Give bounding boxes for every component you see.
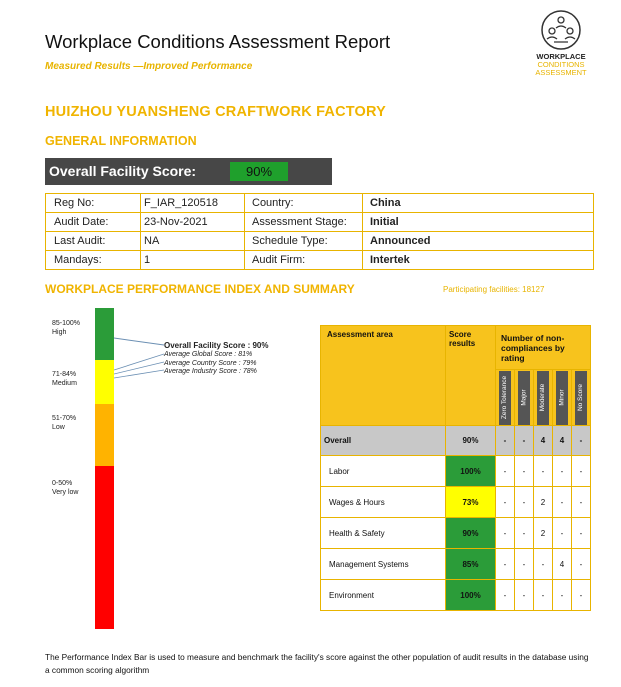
table-row: [321, 580, 591, 611]
nc-count: -: [534, 549, 553, 580]
rating-label: Minor: [558, 389, 566, 406]
nc-count: 2: [534, 487, 553, 518]
info-label: Reg No:: [46, 194, 141, 213]
report-title: Workplace Conditions Assessment Report: [45, 31, 391, 52]
nc-count: -: [572, 580, 591, 611]
nc-count: -: [515, 487, 534, 518]
info-label: Audit Date:: [46, 213, 141, 232]
factory-name: HUIZHOU YUANSHENG CRAFTWORK FACTORY: [45, 104, 387, 120]
band-label-very-low: [52, 479, 78, 497]
rating-label: Zero Tolerance: [501, 375, 509, 420]
score-pointer-lines: [114, 330, 166, 380]
info-value: China: [363, 194, 594, 213]
info-value-text: 23-Nov-2021: [144, 216, 208, 228]
band-name: High: [52, 329, 67, 336]
overall-row: [321, 426, 591, 456]
info-label: Audit Firm:: [245, 251, 363, 270]
info-value: Intertek: [363, 251, 594, 270]
band-range: 71-84%: [52, 371, 77, 378]
band-high-segment: [95, 308, 114, 360]
logo-text-3: ASSESSMENT: [535, 68, 587, 77]
nc-count: 2: [534, 518, 553, 549]
band-label-medium: [52, 370, 77, 388]
info-value: [141, 194, 245, 213]
nc-count: -: [496, 580, 515, 611]
nc-count: 4: [553, 549, 572, 580]
nc-count: 4: [553, 426, 572, 456]
wca-logo: [526, 9, 596, 77]
info-row: [46, 251, 594, 270]
band-label-high: [52, 319, 80, 337]
table-row: [321, 518, 591, 549]
nc-count: -: [553, 518, 572, 549]
results-header-row: [321, 326, 591, 370]
nc-count: -: [496, 426, 515, 456]
area-name: Management Systems: [321, 549, 446, 580]
info-value: [141, 251, 245, 270]
people-circle-icon: [540, 9, 582, 51]
band-range: 0-50%: [52, 480, 73, 487]
info-row: [46, 213, 594, 232]
report-subtitle: Measured Results —Improved Performance: [45, 61, 253, 72]
info-label: Mandays:: [46, 251, 141, 270]
area-score: 100%: [446, 456, 496, 487]
band-range: 85-100%: [52, 320, 81, 327]
area-score: 85%: [446, 549, 496, 580]
nc-count: -: [515, 549, 534, 580]
band-name: Very low: [52, 489, 79, 496]
nc-count: -: [496, 549, 515, 580]
performance-index-bar: [95, 308, 114, 629]
rating-label: Major: [520, 389, 528, 406]
nc-count: -: [572, 518, 591, 549]
info-label: Assessment Stage:: [245, 213, 363, 232]
nc-count: -: [572, 549, 591, 580]
area-score: 90%: [446, 518, 496, 549]
footer-note: The Performance Index Bar is used to measure and benchmark the facility's score against the other population of audit results in the database using a common scoring algorithm: [45, 652, 589, 675]
nc-count: -: [496, 487, 515, 518]
global-score-annotation: Average Global Score : 81%: [164, 351, 253, 358]
nc-count: -: [534, 580, 553, 611]
info-row: [46, 194, 594, 213]
wpi-heading: WORKPLACE PERFORMANCE INDEX AND SUMMARY: [45, 282, 355, 296]
rating-label: No Score: [577, 383, 585, 412]
area-score: 90%: [446, 426, 496, 456]
industry-score-annotation: Average Industry Score : 78%: [164, 368, 257, 375]
assessment-area-header: Assessment area: [321, 326, 446, 426]
nc-count: -: [515, 426, 534, 456]
info-value: Initial: [363, 213, 594, 232]
results-table: [320, 325, 591, 611]
table-row: [321, 487, 591, 518]
info-value-text: 1: [144, 254, 151, 266]
overall-score-bar: [45, 158, 332, 185]
info-label: Country:: [245, 194, 363, 213]
nc-count: -: [572, 426, 591, 456]
info-row: [46, 232, 594, 251]
participating-facilities: Participating facilities: 18127: [443, 285, 545, 294]
overall-score-label: Overall Facility Score:: [49, 163, 197, 179]
nc-count: -: [553, 487, 572, 518]
rating-header: [572, 370, 591, 426]
area-score: 73%: [446, 487, 496, 518]
band-medium-segment: [95, 360, 114, 404]
nc-count: -: [496, 518, 515, 549]
nc-count: -: [553, 456, 572, 487]
rating-label: Moderate: [539, 383, 547, 412]
area-name: Health & Safety: [321, 518, 446, 549]
band-low-segment: [95, 404, 114, 466]
logo-text-2: CONDITIONS: [537, 60, 585, 69]
nc-count: -: [496, 456, 515, 487]
area-name: Labor: [321, 456, 446, 487]
general-info-heading: GENERAL INFORMATION: [45, 134, 197, 148]
rating-header: [515, 370, 534, 426]
info-label: Last Audit:: [46, 232, 141, 251]
overall-score-value: 90%: [230, 162, 288, 181]
rating-header: [534, 370, 553, 426]
nc-count: 4: [534, 426, 553, 456]
country-score-annotation: Average Country Score : 79%: [164, 360, 257, 367]
info-value: [141, 232, 245, 251]
nc-count: -: [572, 487, 591, 518]
nc-count: -: [572, 456, 591, 487]
logo-text-1: WORKPLACE: [536, 52, 586, 61]
table-row: [321, 549, 591, 580]
band-range: 51-70%: [52, 415, 77, 422]
rating-header: [496, 370, 515, 426]
nc-count: -: [515, 518, 534, 549]
facility-score-annotation: Overall Facility Score : 90%: [164, 341, 269, 350]
info-value-text: NA: [144, 235, 160, 247]
info-value: [141, 213, 245, 232]
band-name: Medium: [52, 380, 77, 387]
nc-count: -: [515, 456, 534, 487]
nc-count: -: [534, 456, 553, 487]
info-label: Schedule Type:: [245, 232, 363, 251]
table-row: [321, 456, 591, 487]
non-compliance-header: Number of non-compliances by rating: [496, 326, 591, 370]
area-name: Wages & Hours: [321, 487, 446, 518]
area-score: 100%: [446, 580, 496, 611]
score-results-header: Score results: [446, 326, 496, 426]
band-very-low-segment: [95, 466, 114, 629]
info-value: Announced: [363, 232, 594, 251]
band-label-low: [52, 414, 76, 432]
area-name: Environment: [321, 580, 446, 611]
nc-count: -: [515, 580, 534, 611]
rating-header: [553, 370, 572, 426]
area-name: Overall: [321, 426, 446, 456]
info-value-text: F_IAR_120518: [144, 197, 218, 209]
nc-count: -: [553, 580, 572, 611]
general-info-table: [45, 193, 594, 270]
band-name: Low: [52, 424, 65, 431]
